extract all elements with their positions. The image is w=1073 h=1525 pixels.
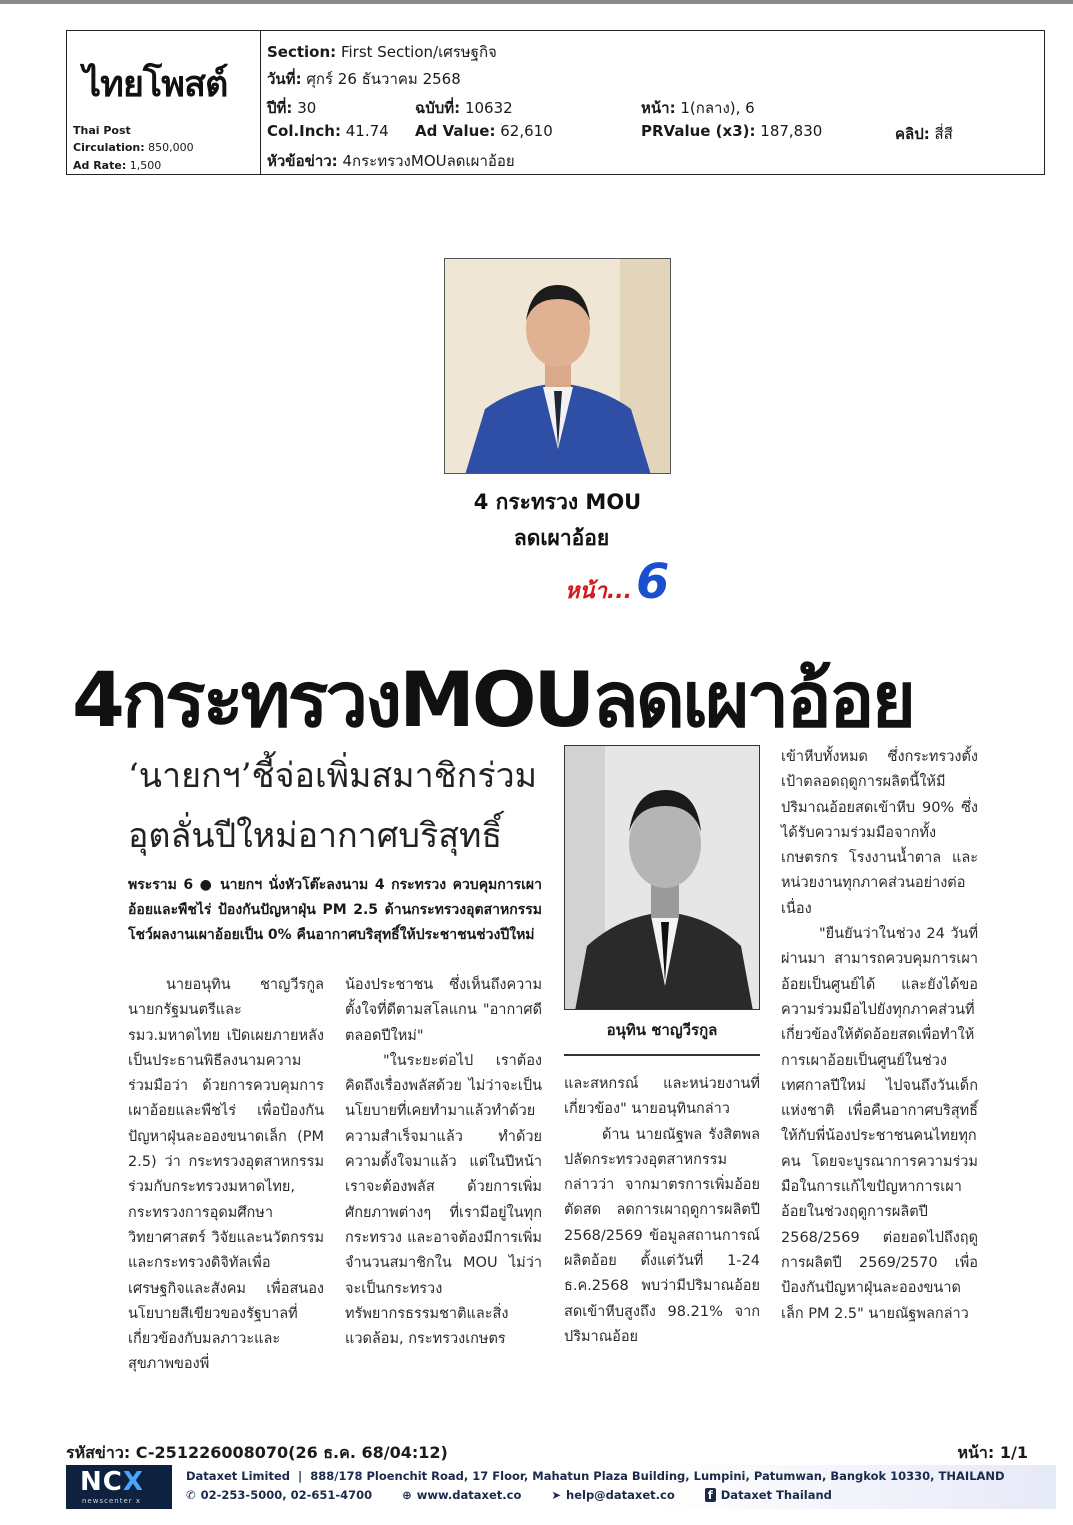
paragraph: น้องประชาชน ซึ่งเห็นถึงความตั้งใจที่ดีตามสโลแกน "อากาศดีตลอดปีใหม่" xyxy=(345,977,542,1044)
page-reference-number: 6 xyxy=(635,554,670,610)
company-address: 888/178 Ploenchit Road, 17 Floor, Mahatun Plaza Building, Lumpini, Patumwan, Bangkok 10330, THAILAND xyxy=(310,1469,1005,1483)
man-portrait-illustration xyxy=(445,259,671,474)
paragraph: นายอนุทิน ชาญวีรกูล นายกรัฐมนตรีและ รมว.มหาดไทย เปิดเผยภายหลังเป็นประธานพิธีลงนามความร่วมมือว่า ด้วยการควบคุมการเผาอ้อยและพืชไร่ เพื่อป้องกันปัญหาฝุ่นละอองขนาดเล็ก (PM 2.5) ว่า กระทรวงอุตสาหกรรม ร่วมกับกระทรวงมหาดไทย, กระทรวงการอุดมศึกษา วิทยาศาสตร์ วิจัยและนวัตกรรม และกระทรวงดิจิทัลเพื่อเศรษฐกิจและสังคม เพื่อสนองนโยบายสีเขียวของรัฐบาลที่เกี่ยวข้องกับมลภาวะและสุขภาพของพี่ xyxy=(128,977,324,1373)
send-icon: ➤ xyxy=(551,1488,562,1502)
article-column-4 xyxy=(781,745,978,1327)
web-contact[interactable]: ⊕ www.dataxet.co xyxy=(402,1488,522,1502)
topic-field: หัวข้อข่าว: 4กระทรวงMOUลดเผาอ้อย xyxy=(267,152,515,170)
phone-contact: ✆ 02-253-5000, 02-651-4700 xyxy=(186,1488,373,1502)
page-field: หน้า: 1(กลาง), 6 xyxy=(641,99,755,117)
phone-icon: ✆ xyxy=(186,1488,196,1502)
year-field: ปีที่: 30 xyxy=(267,99,317,117)
man-portrait-bw-illustration xyxy=(565,746,760,1010)
publication-logo-cell xyxy=(67,31,261,174)
caption-rule xyxy=(564,1054,760,1056)
company-name: Dataxet Limited xyxy=(186,1469,291,1483)
globe-icon: ⊕ xyxy=(402,1488,412,1502)
paragraph: เข้าหีบทั้งหมด ซึ่งกระทรวงตั้งเป้าตลอดฤดูการผลิตนี้ให้มีปริมาณอ้อยสดเข้าหีบ 90% ซึ่งได้รับความร่วมมือจากทั้งเกษตรกร โรงงานน้ำตาล และหน่วยงานทุกภาคส่วนอย่างต่อเนื่อง xyxy=(781,749,978,917)
email-contact[interactable]: ➤ help@dataxet.co xyxy=(551,1488,675,1502)
publication-logo: ไทยโพสต์ xyxy=(83,64,228,105)
article-subhead-line2: อุตลั่นปีใหม่อากาศบริสุทธิ์ xyxy=(128,816,503,856)
footer-page-number: หน้า: 1/1 xyxy=(957,1443,1028,1462)
date-field: วันที่: ศุกร์ 26 ธันวาคม 2568 xyxy=(267,70,461,88)
footer-company-address: Dataxet Limited | 888/178 Ploenchit Road, 17 Floor, Mahatun Plaza Building, Lumpini, Patumwan, Bangkok 10330, THAILAND xyxy=(186,1469,1005,1483)
publication-name: Thai Post xyxy=(73,124,131,137)
facebook-contact[interactable]: f Dataxet Thailand xyxy=(705,1488,832,1502)
photo-caption: อนุทิน ชาญวีรกูล xyxy=(606,1021,718,1039)
article-lede: พระราม 6 ● นายกฯ นั่งหัวโต๊ะลงนาม 4 กระทรวง ควบคุมการเผาอ้อยและพืชไร่ ป้องกันปัญหาฝุ่น PM 2.5 ด้านกระทรวงอุตสาหกรรมโชว์ผลงานเผาอ้อยเป็น 0% คืนอากาศบริสุทธิ์ให้ประชาชนช่วงปีใหม่ xyxy=(128,877,542,943)
ncx-logo: NCX newscenter x xyxy=(66,1465,172,1509)
ad-rate: Ad Rate: 1,500 xyxy=(73,159,162,172)
paragraph: "ยืนยันว่าในช่วง 24 วันที่ผ่านมา สามารถควบคุมการเผาอ้อยเป็นศูนย์ได้ และยังได้ขอความร่วมมือไปยังทุกภาคส่วนที่เกี่ยวข้องให้ตัดอ้อยสดเพื่อทำให้การเผาอ้อยเป็นศูนย์ในช่วงเทศกาลปีใหม่ ไปจนถึงวันเด็กแห่งชาติ เพื่อคืนอากาศบริสุทธิ์ให้กับพี่น้องประชาชนคนไทยทุกคน โดยจะบูรณาการความร่วมมือในการแก้ไขปัญหาการเผาอ้อยในช่วงฤดูการผลิตปี 2568/2569 ต่อยอดไปถึงฤดูการผลิตปี 2569/2570 เพื่อป้องกันปัญหาฝุ่นละอองขนาดเล็ก PM 2.5" นายณัฐพลกล่าว xyxy=(781,926,978,1322)
front-teaser-line1: 4 กระทรวง MOU xyxy=(473,490,642,514)
page-reference xyxy=(565,554,669,610)
article-subhead-line1: ‘นายกฯ’ชี้จ่อเพิ่มสมาชิกร่วม xyxy=(128,756,538,796)
advalue-field: Ad Value: 62,610 xyxy=(415,122,553,140)
footer-contacts xyxy=(186,1488,858,1502)
article-headline: 4กระทรวงMOUลดเผาอ้อย xyxy=(72,655,914,744)
issue-field: ฉบับที่: 10632 xyxy=(415,99,513,117)
article-photo xyxy=(564,745,760,1010)
article-column-1 xyxy=(128,973,324,1378)
article-column-2 xyxy=(345,973,542,1352)
top-border xyxy=(0,0,1073,4)
clipping-header xyxy=(66,30,1045,175)
section-field: Section: First Section/เศรษฐกิจ xyxy=(267,43,497,61)
prvalue-field: PRValue (x3): 187,830 xyxy=(641,122,823,140)
front-teaser-photo xyxy=(444,258,671,474)
circulation: Circulation: 850,000 xyxy=(73,141,194,154)
clip-field: คลิป: สี่สี xyxy=(895,125,953,143)
facebook-icon: f xyxy=(705,1488,716,1502)
front-teaser-line2: ลดเผาอ้อย xyxy=(513,526,610,550)
page-reference-word: หน้า... xyxy=(565,579,632,604)
article-column-3 xyxy=(564,1072,760,1350)
paragraph: และสหกรณ์ และหน่วยงานที่เกี่ยวข้อง" นายอนุทินกล่าว xyxy=(564,1076,760,1118)
paragraph: ด้าน นายณัฐพล รังสิตพลปลัดกระทรวงอุตสาหกรรม กล่าวว่า จากมาตรการเพิ่มอ้อยตัดสด ลดการเผาฤดูการผลิตปี 2568/2569 ข้อมูลสถานการณ์ผลิตอ้อย ตั้งแต่วันที่ 1-24 ธ.ค.2568 พบว่ามีปริมาณอ้อยสดเข้าหีบสูงถึง 98.21% จากปริมาณอ้อย xyxy=(564,1126,760,1345)
paragraph: "ในระยะต่อไป เราต้องคิดถึงเรื่องพลัสด้วย ไม่ว่าจะเป็นนโยบายที่เคยทำมาแล้วทำด้วยความสำเร็จมาแล้ว ทำด้วยความตั้งใจมาแล้ว แต่ในปีหน้าเราจะต้องพลัส ด้วยการเพิ่มศักยภาพต่างๆ ที่เรามีอยู่ในทุกกระทรวง และอาจต้องมีการเพิ่มจำนวนสมาชิกใน MOU ไม่ว่าจะเป็นกระทรวงทรัพยากรธรรมชาติและสิ่งแวดล้อม, กระทรวงเกษตร xyxy=(345,1052,542,1348)
news-code: รหัสข่าว: C-251226008070(26 ธ.ค. 68/04:12) xyxy=(66,1443,448,1462)
colinch-field: Col.Inch: 41.74 xyxy=(267,122,389,140)
